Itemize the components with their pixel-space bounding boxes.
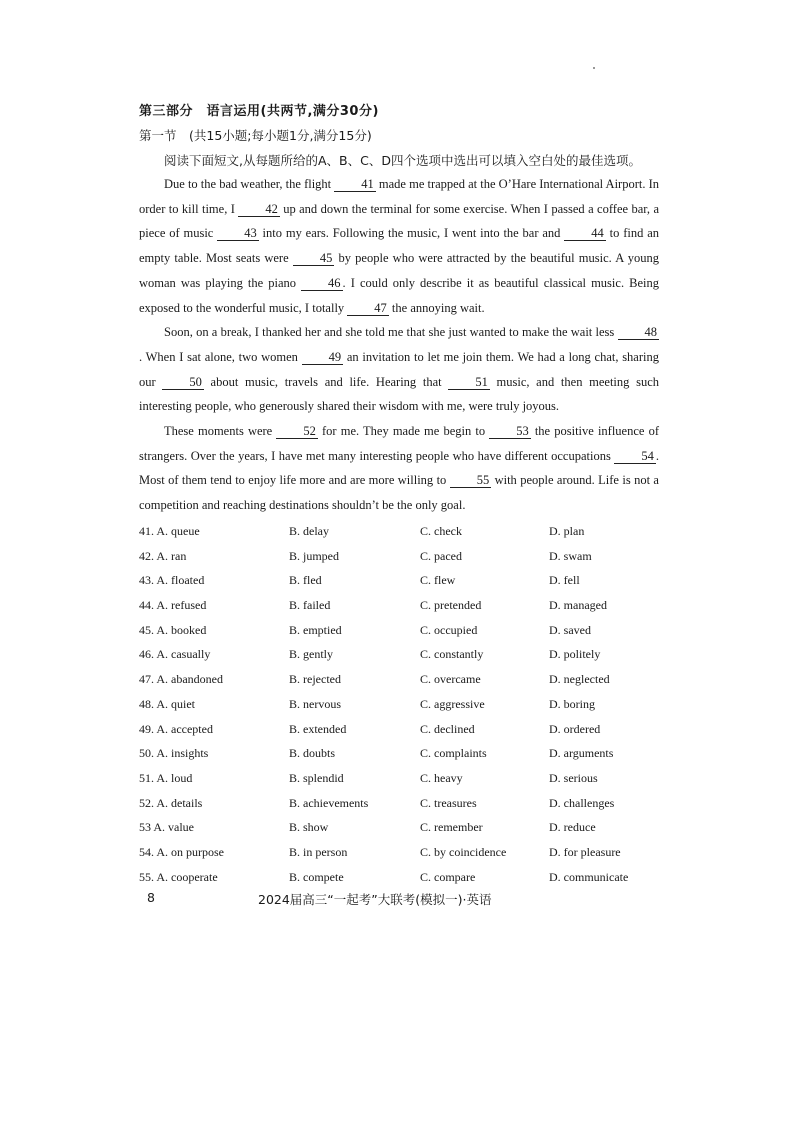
option-d: D. fell: [549, 573, 580, 588]
option-d: D. saved: [549, 622, 591, 637]
option-b: B. in person: [289, 844, 348, 859]
option-b: B. gently: [289, 647, 333, 662]
blank-50: 50: [162, 375, 204, 390]
passage-text: with people around. Life is not a competition and reaching destinations shouldn’t be the only goal.: [139, 473, 659, 513]
option-c: C. remember: [420, 820, 483, 835]
option-b: B. extended: [289, 721, 347, 736]
option-a: 48. A. quiet: [139, 696, 195, 711]
option-row: [139, 840, 659, 865]
blank-55: 55: [450, 473, 492, 488]
blank-53: 53: [489, 424, 531, 439]
blank-49: 49: [302, 350, 344, 365]
page-number: 8: [147, 890, 155, 905]
option-row: [139, 593, 659, 618]
option-row: [139, 717, 659, 742]
blank-44: 44: [564, 226, 606, 241]
option-d: D. swam: [549, 548, 592, 563]
option-b: B. show: [289, 820, 329, 835]
option-b: B. doubts: [289, 746, 336, 761]
option-d: D. plan: [549, 524, 585, 538]
blank-52: 52: [276, 424, 318, 439]
option-b: B. jumped: [289, 548, 339, 563]
option-row: [139, 519, 659, 544]
option-c: C. complaints: [420, 746, 487, 761]
option-c: C. declined: [420, 721, 475, 736]
option-a: 47. A. abandoned: [139, 672, 223, 687]
blank-48: 48: [618, 325, 660, 340]
option-c: C. compare: [420, 869, 476, 884]
blank-42: 42: [238, 202, 280, 217]
passage-text: . When I sat alone, two women: [139, 349, 302, 364]
option-b: B. delay: [289, 524, 329, 538]
option-d: D. challenges: [549, 795, 615, 810]
option-c: C. check: [420, 524, 462, 538]
passage-paragraph: [139, 419, 659, 518]
option-c: C. overcame: [420, 672, 481, 687]
option-c: C. aggressive: [420, 696, 485, 711]
option-c: C. constantly: [420, 647, 484, 662]
blank-41: 41: [334, 177, 376, 192]
option-a: 49. A. accepted: [139, 721, 213, 736]
passage-text: the positive influence of strangers. Over the years, I have met many interesting people who have different occupations: [139, 424, 660, 463]
passage-text: music, and then meeting such interesting people, who generously shared their wisdom with me, were truly joyous.: [139, 374, 660, 414]
blank-43: 43: [217, 226, 259, 241]
option-b: B. nervous: [289, 696, 341, 711]
option-row: [139, 544, 659, 569]
passage-text: . Most of them tend to enjoy life more and are more willing to: [139, 448, 659, 488]
option-a: 45. A. booked: [139, 622, 207, 637]
option-a: 41. A. queue: [139, 524, 200, 538]
passage-text: by people who were attracted by the beautiful music. A young woman was playing the piano: [139, 251, 659, 290]
scan-speck: [593, 67, 595, 69]
option-a: 43. A. floated: [139, 573, 205, 588]
page-footer: [0, 890, 800, 910]
passage-text: to find an empty table. Most seats were: [139, 226, 659, 266]
option-a: 51. A. loud: [139, 770, 193, 785]
passage-text: Soon, on a break, I thanked her and she told me that she just wanted to make the wait less: [164, 325, 618, 340]
option-row: [139, 618, 659, 643]
option-d: D. communicate: [549, 869, 629, 884]
passage-text: the annoying wait.: [388, 300, 485, 315]
option-d: D. serious: [549, 770, 598, 785]
option-b: B. emptied: [289, 622, 342, 637]
option-row: [139, 667, 659, 692]
passage-text: These moments were: [164, 424, 277, 439]
option-a: 53 A. value: [139, 820, 194, 835]
passage-text: an invitation to let me join them. We had a long chat, sharing our: [139, 349, 659, 389]
option-c: C. heavy: [420, 770, 463, 785]
blank-54: 54: [614, 449, 656, 464]
passage-text: about music, travels and life. Hearing that: [203, 374, 449, 389]
option-d: D. politely: [549, 647, 601, 662]
option-d: D. for pleasure: [549, 844, 621, 859]
option-c: C. occupied: [420, 622, 478, 637]
option-row: [139, 791, 659, 816]
option-row: [139, 642, 659, 667]
option-row: [139, 865, 659, 890]
option-a: 46. A. casually: [139, 647, 211, 662]
option-row: [139, 568, 659, 593]
passage-text: for me. They made me begin to: [317, 424, 490, 439]
option-row: [139, 692, 659, 717]
passage-text: up and down the terminal for some exercise. When I passed a coffee bar, a piece of music: [139, 201, 659, 241]
instruction-text: 阅读下面短文,从每题所给的A、B、C、D四个选项中选出可以填入空白处的最佳选项。: [164, 153, 641, 168]
option-a: 55. A. cooperate: [139, 869, 218, 884]
option-row: [139, 766, 659, 791]
option-b: B. rejected: [289, 672, 341, 687]
option-d: D. reduce: [549, 820, 596, 835]
option-a: 44. A. refused: [139, 598, 207, 613]
option-c: C. treasures: [420, 795, 477, 810]
option-d: D. arguments: [549, 746, 614, 761]
section-title: 第三部分 语言运用(共两节,满分30分): [139, 104, 379, 119]
option-a: 50. A. insights: [139, 746, 209, 761]
option-c: C. paced: [420, 548, 462, 563]
option-a: 52. A. details: [139, 795, 203, 810]
blank-51: 51: [448, 375, 490, 390]
passage-text: Due to the bad weather, the flight: [164, 177, 335, 191]
section-subtitle: 第一节 (共15小题;每小题1分,满分15分): [139, 128, 372, 143]
option-b: B. compete: [289, 869, 344, 884]
option-b: B. achievements: [289, 795, 369, 810]
option-a: 54. A. on purpose: [139, 844, 224, 859]
passage-text: into my ears. Following the music, I went into the bar and: [258, 226, 565, 241]
blank-46: 46: [301, 276, 343, 291]
option-d: D. managed: [549, 598, 607, 613]
option-c: C. by coincidence: [420, 844, 507, 859]
passage-paragraph: [139, 320, 659, 419]
option-row: [139, 741, 659, 766]
option-d: D. ordered: [549, 721, 601, 736]
passage-text: . I could only describe it as beautiful classical music. Being exposed to the wonderful music, I totally: [139, 275, 659, 315]
blank-45: 45: [293, 251, 335, 266]
blank-47: 47: [347, 301, 389, 316]
option-a: 42. A. ran: [139, 548, 187, 563]
option-row: [139, 815, 659, 840]
cloze-passage: [139, 172, 659, 518]
option-b: B. fled: [289, 573, 322, 588]
option-c: C. flew: [420, 573, 456, 588]
option-b: B. splendid: [289, 770, 344, 785]
passage-text: made me trapped at the O’Hare International Airport. In order to kill time, I: [139, 177, 660, 216]
footer-title: 2024届高三“一起考”大联考(模拟一)·英语: [258, 892, 492, 907]
options-list: [139, 519, 659, 889]
option-d: D. neglected: [549, 672, 610, 687]
option-d: D. boring: [549, 696, 595, 711]
option-c: C. pretended: [420, 598, 482, 613]
passage-paragraph: [139, 172, 659, 320]
option-b: B. failed: [289, 598, 331, 613]
